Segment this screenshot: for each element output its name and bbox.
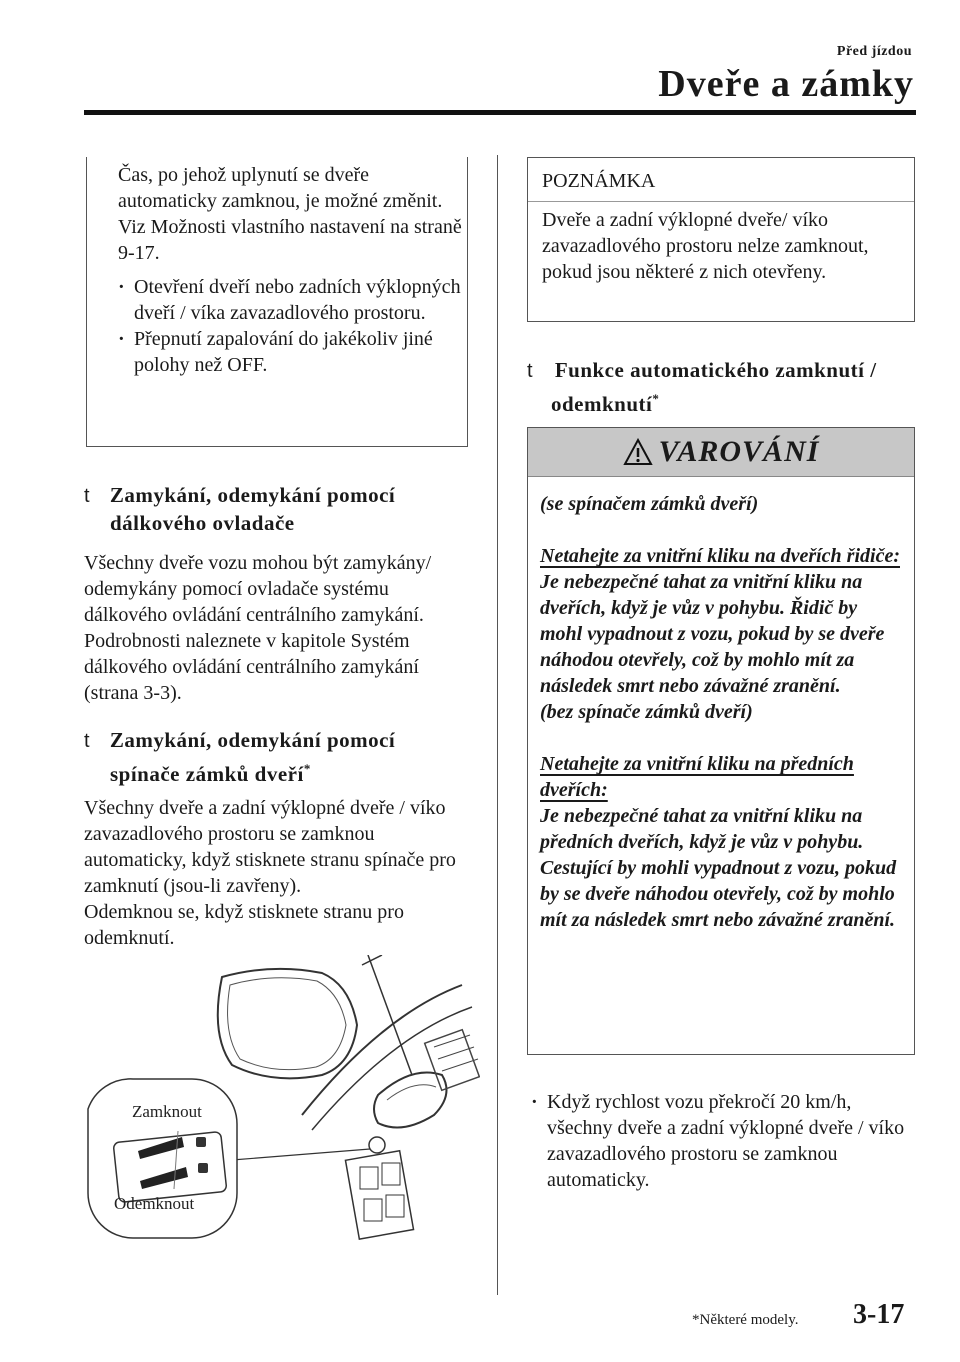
section-marker: t xyxy=(527,360,534,382)
list-item: · Když rychlost vozu překročí 20 km/h, všechny dveře a zadní výklopné dveře / víko zavazadlového prostoru se zamknou automaticky. xyxy=(531,1089,917,1193)
lock-label: Zamknout xyxy=(132,1102,202,1121)
header-rule xyxy=(84,110,916,115)
warning-body xyxy=(528,477,914,933)
warning-subheading: (bez spínače zámků dveří) xyxy=(540,701,753,723)
section-heading: t Zamykání, odemykání pomocí dálkového ovladače xyxy=(84,483,396,535)
warning-text: Je nebezpečné tahat za vnitřní kliku na dveřích, když je vůz v pohybu. Řidič by mohl vypadnout z vozu, pokud by se dveře náhodou otevřely, což by mohlo mít za následek smrt nebo závažné zranění. xyxy=(540,571,885,697)
continued-reference: Viz Možnosti vlastního nastavení na straně 9-17. xyxy=(118,216,462,264)
section-remote-body: Všechny dveře vozu mohou být zamykány/ odemykány pomocí ovladače systému dálkového ovládání centrálního zamykání. Podrobnosti naleznete v kapitole Systém dálkového ovládání centrálního zamykání (strana 3-3). xyxy=(84,552,432,704)
list-item: · Otevření dveří nebo zadních výklopných dveří / víka zavazadlového prostoru. xyxy=(118,274,463,326)
section-auto-lock xyxy=(527,357,919,418)
section-heading: t Zamykání, odemykání pomocí spínače zámků dveří* xyxy=(84,728,396,786)
warning-title: VAROVÁNÍ xyxy=(658,435,820,468)
section-door-switch-body: Všechny dveře a zadní výklopné dveře / víko zavazadlového prostoru se zamknou automaticky, když stisknete stranu spínače pro zamknutí (jsou-li zavřeny). Odemknou se, když stisknete stranu pro odemknutí. xyxy=(84,797,456,949)
page-number: 3-17 xyxy=(853,1299,905,1330)
continued-box-content xyxy=(118,162,463,378)
section-door-switch xyxy=(84,727,474,788)
warning-text: Je nebezpečné tahat za vnitřní kliku na předních dveřích, když je vůz v pohybu. Cestující by mohli vypadnout z vozu, pokud by se dveře náhodou otevřely, což by mohlo mít za následek smrt nebo závažné zranění. xyxy=(540,805,897,931)
column-divider xyxy=(497,155,498,1295)
section-marker: t xyxy=(84,485,91,507)
continued-paragraph: Čas, po jehož uplynutí se dveře automaticky zamknou, je možné změnit. xyxy=(118,164,443,212)
note-title: POZNÁMKA xyxy=(528,158,914,202)
auto-lock-bullet-list xyxy=(531,1089,917,1193)
section-heading: t Funkce automatického zamknutí / odemknutí* xyxy=(527,358,877,416)
warning-triangle-icon xyxy=(623,438,653,466)
door-switch-illustration xyxy=(82,955,480,1255)
note-text: Dveře a zadní výklopné dveře/ víko zavazadlového prostoru nelze zamknout, pokud jsou některé z nich otevřeny. xyxy=(542,209,869,283)
page-title: Dveře a zámky xyxy=(658,63,914,105)
section-remote xyxy=(84,482,474,537)
warning-instruction: Netahejte za vnitřní kliku na dveřích řidiče: xyxy=(540,545,900,567)
warning-header xyxy=(528,428,914,477)
unlock-label: Odemknout xyxy=(114,1194,195,1213)
warning-instruction: Netahejte za vnitřní kliku na předních dveřích: xyxy=(540,753,854,801)
warning-box xyxy=(527,427,915,1055)
warning-subheading: (se spínačem zámků dveří) xyxy=(540,493,759,515)
list-item: · Přepnutí zapalování do jakékoliv jiné polohy než OFF. xyxy=(118,326,463,378)
note-box xyxy=(527,157,915,322)
section-label: Před jízdou xyxy=(836,44,912,59)
continued-bullet-list xyxy=(118,274,463,378)
footnote: *Některé modely. xyxy=(692,1312,799,1328)
section-marker: t xyxy=(84,730,91,752)
